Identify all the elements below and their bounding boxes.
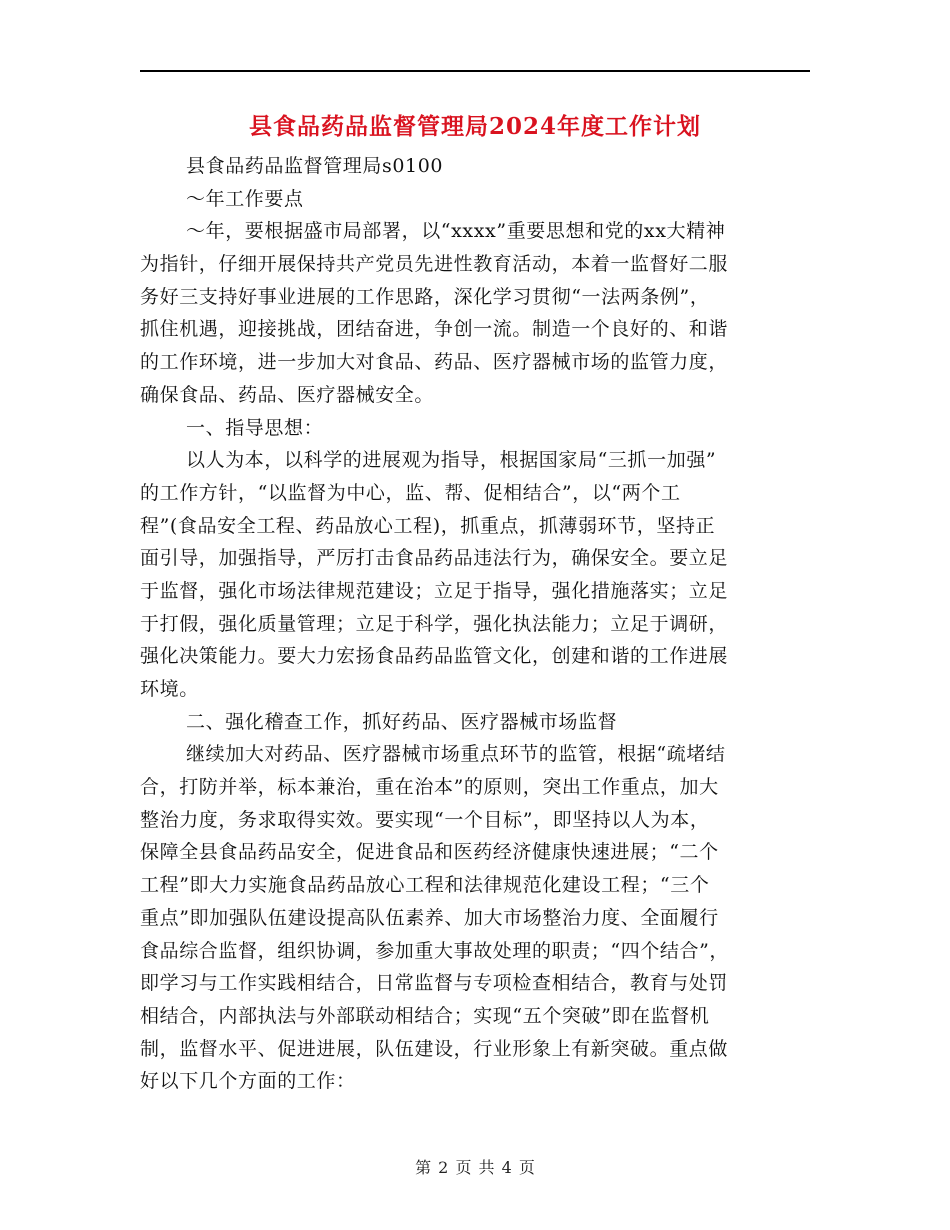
body-line: 整治力度，务求取得实效。要实现“一个目标”，即坚持以人为本， bbox=[140, 808, 710, 831]
body-line: ～年工作要点 bbox=[186, 187, 304, 210]
body-line: ～年，要根据盛市局部署，以“xxxx”重要思想和党的xx大精神 bbox=[186, 220, 726, 243]
body-line: 好以下几个方面的工作： bbox=[140, 1070, 356, 1093]
section-heading: 二、强化稽查工作，抓好药品、医疗器械市场监督 bbox=[186, 710, 618, 733]
body-line: 合，打防并举，标本兼治，重在治本”的原则，突出工作重点，加大 bbox=[140, 776, 719, 799]
body-line: 强化决策能力。要大力宏扬食品药品监管文化，创建和谐的工作进展 bbox=[140, 645, 729, 668]
body-line: 环境。 bbox=[140, 678, 199, 700]
body-line: 抓住机遇，迎接挑战，团结奋进，争创一流。制造一个良好的、和谐 bbox=[140, 318, 729, 341]
body-line: 的工作环境，进一步加大对食品、药品、医疗器械市场的监管力度， bbox=[140, 351, 729, 374]
body-line: 为指针，仔细开展保持共产党员先进性教育活动，本着一监督好二服 bbox=[140, 253, 729, 276]
page-footer: 第 2 页 共 4 页 bbox=[415, 1158, 535, 1177]
section-heading: 一、指导思想： bbox=[186, 416, 324, 439]
body-line: 务好三支持好事业进展的工作思路，深化学习贯彻“一法两条例”， bbox=[140, 285, 710, 308]
body-line: 重点”即加强队伍建设提高队伍素养、加大市场整治力度、全面履行 bbox=[140, 906, 719, 929]
document-body bbox=[140, 150, 812, 1098]
body-line: 食品综合监督，组织协调，参加重大事故处理的职责；“四个结合”， bbox=[140, 939, 730, 962]
document-title: 县食品药品监督管理局2024年度工作计划 bbox=[248, 113, 701, 140]
body-line: 于打假，强化质量管理；立足于科学，强化执法能力；立足于调研， bbox=[140, 612, 729, 635]
body-line: 面引导，加强指导，严厉打击食品药品违法行为，确保安全。要立足 bbox=[140, 547, 729, 570]
body-line: 继续加大对药品、医疗器械市场重点环节的监管，根据“疏堵结 bbox=[186, 743, 726, 766]
body-line: 相结合，内部执法与外部联动相结合；实现“五个突破”即在监督机 bbox=[140, 1004, 710, 1027]
body-line: 县食品药品监督管理局s0100 bbox=[186, 155, 444, 177]
body-line: 于监督，强化市场法律规范建设；立足于指导，强化措施落实；立足 bbox=[140, 579, 729, 602]
body-line: 的工作方针，“以监督为中心，监、帮、促相结合”，以“两个工 bbox=[140, 481, 681, 504]
header-rule bbox=[140, 70, 810, 72]
body-line: 工程”即大力实施食品药品放心工程和法律规范化建设工程；“三个 bbox=[140, 874, 710, 897]
body-line: 程”(食品安全工程、药品放心工程)，抓重点，抓薄弱环节，坚持正 bbox=[140, 514, 716, 537]
body-line: 以人为本，以科学的进展观为指导，根据国家局“三抓一加强” bbox=[186, 449, 717, 472]
body-line: 保障全县食品药品安全，促进食品和医药经济健康快速进展；“二个 bbox=[140, 841, 719, 864]
body-line: 即学习与工作实践相结合，日常监督与专项检查相结合，教育与处罚 bbox=[140, 972, 729, 995]
body-line: 确保食品、药品、医疗器械安全。 bbox=[140, 383, 435, 406]
body-line: 制，监督水平、促进进展，队伍建设，行业形象上有新突破。重点做 bbox=[140, 1037, 729, 1060]
